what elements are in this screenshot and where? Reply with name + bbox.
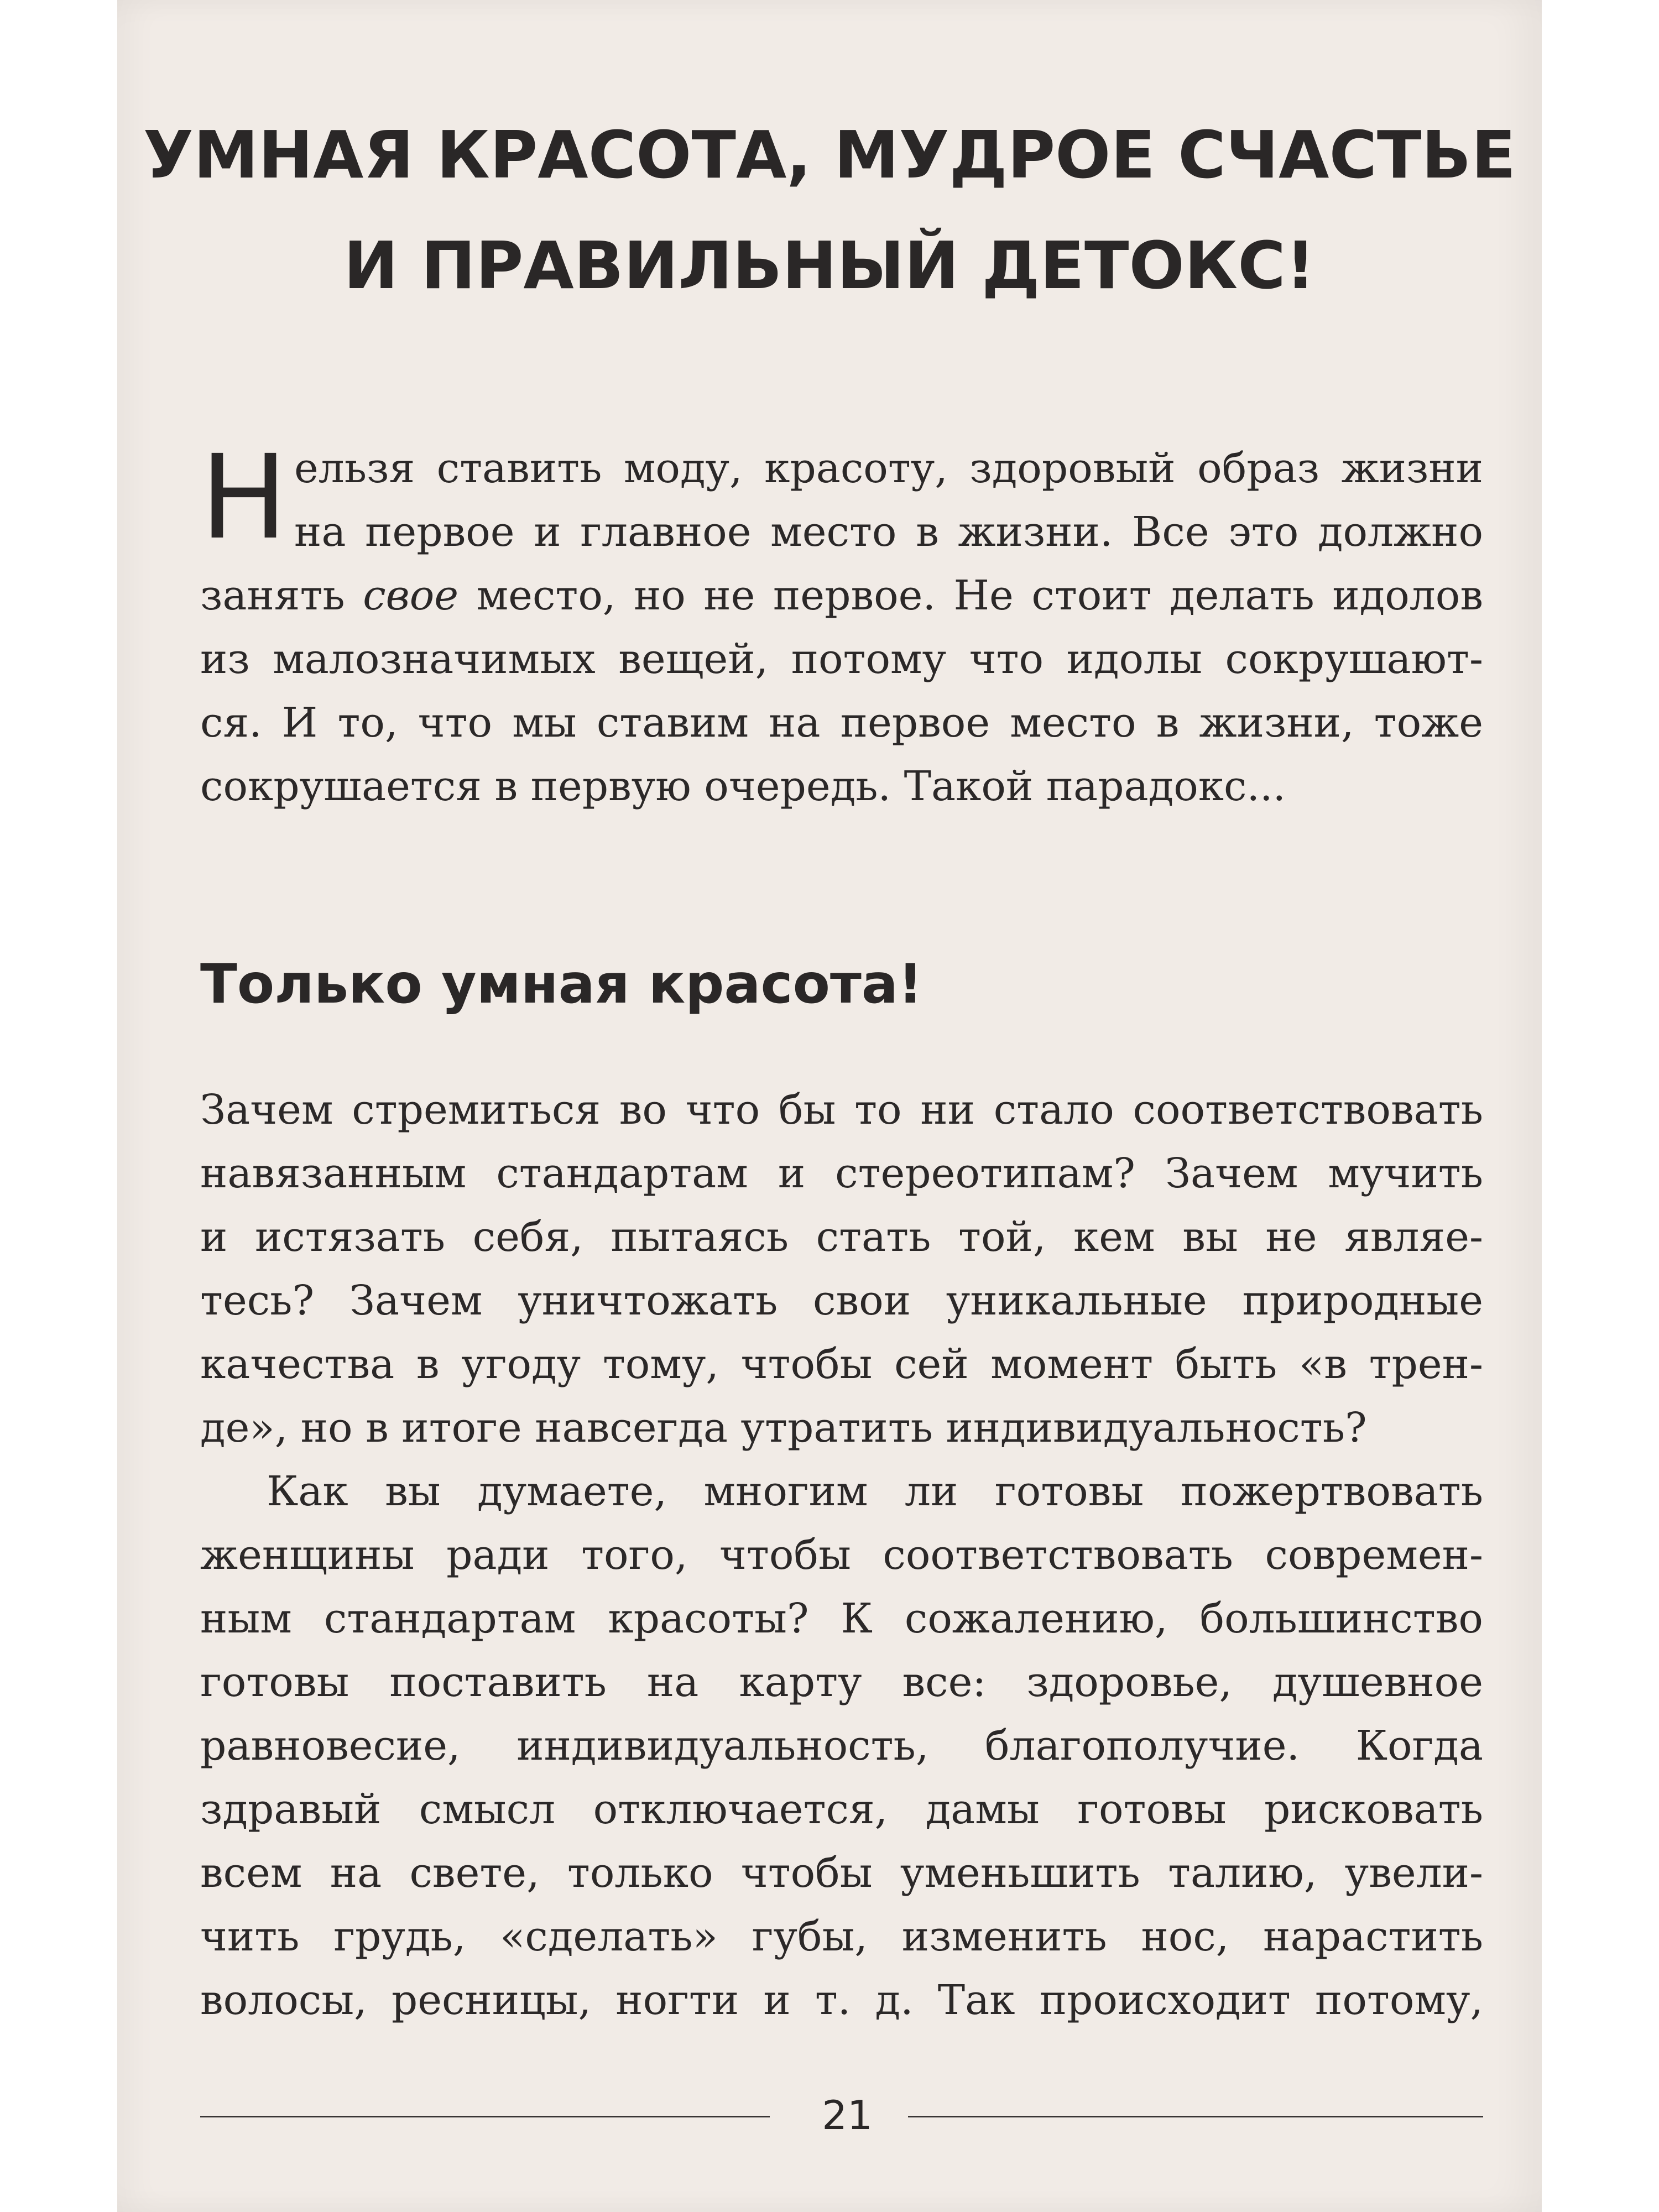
text-line: на первое и главное место в жизни. Все это должно <box>294 508 1483 556</box>
text-line: волосы, ресницы, ногти и т. д. Так происходит потому, <box>200 1976 1483 2024</box>
intro-paragraph <box>200 430 1483 818</box>
text-line: Как вы думаете, многим ли готовы пожертвовать <box>267 1468 1483 1515</box>
page-number: 21 <box>822 2092 873 2138</box>
text-line: навязанным стандартам и стереотипам? Зачем мучить <box>200 1150 1483 1197</box>
text-line: всем на свете, только чтобы уменьшить талию, увели- <box>200 1849 1483 1897</box>
chapter-heading-line-1: УМНАЯ КРАСОТА, МУДРОЕ СЧАСТЬЕ <box>143 117 1516 193</box>
text-line: де», но в итоге навсегда утратить индивидуальность? <box>200 1404 1367 1452</box>
text-line: и истязать себя, пытаясь стать той, кем вы не являе- <box>200 1213 1483 1261</box>
text-line <box>200 564 1483 628</box>
text-line: качества в угоду тому, чтобы сей момент быть «в трен- <box>200 1340 1483 1388</box>
text-line: здравый смысл отключается, дамы готовы рисковать <box>200 1786 1483 1833</box>
text-line: готовы поставить на карту все: здоровье, душевное <box>200 1658 1483 1706</box>
text-line: равновесие, индивидуальность, благополучие. Когда <box>200 1722 1483 1770</box>
chapter-heading <box>117 100 1542 321</box>
text-line: ельзя ставить моду, красоту, здоровый образ жизни <box>294 445 1483 492</box>
text-run: место, но не первое. Не стоит делать идолов <box>458 572 1483 619</box>
page-footer <box>200 2085 1483 2146</box>
footer-rule-left <box>200 2116 770 2117</box>
text-line: женщины ради того, чтобы соответствовать современ- <box>200 1531 1483 1579</box>
emphasis-word: свое <box>363 572 459 619</box>
text-line: чить грудь, «сделать» губы, изменить нос, нарастить <box>200 1913 1483 1960</box>
text-line: Зачем стремиться во что бы то ни стало соответствовать <box>200 1086 1483 1134</box>
text-line: ся. И то, что мы ставим на первое место в жизни, тоже <box>200 699 1483 747</box>
book-page <box>117 0 1542 2212</box>
section-title: Только умная красота! <box>200 953 923 1016</box>
chapter-heading-line-2: И ПРАВИЛЬНЫЙ ДЕТОКС! <box>343 227 1316 304</box>
text-line: ным стандартам красоты? К сожалению, большинство <box>200 1595 1483 1642</box>
text-line: тесь? Зачем уничтожать свои уникальные природные <box>200 1277 1483 1324</box>
text-line: сокрушается в первую очередь. Такой парадокс... <box>200 763 1286 810</box>
text-run: занять <box>200 572 363 619</box>
section-body <box>200 1078 1483 2032</box>
footer-rule-right <box>908 2116 1483 2117</box>
text-line: из малозначимых вещей, потому что идолы сокрушают- <box>200 635 1483 683</box>
drop-cap: Н <box>200 430 288 565</box>
